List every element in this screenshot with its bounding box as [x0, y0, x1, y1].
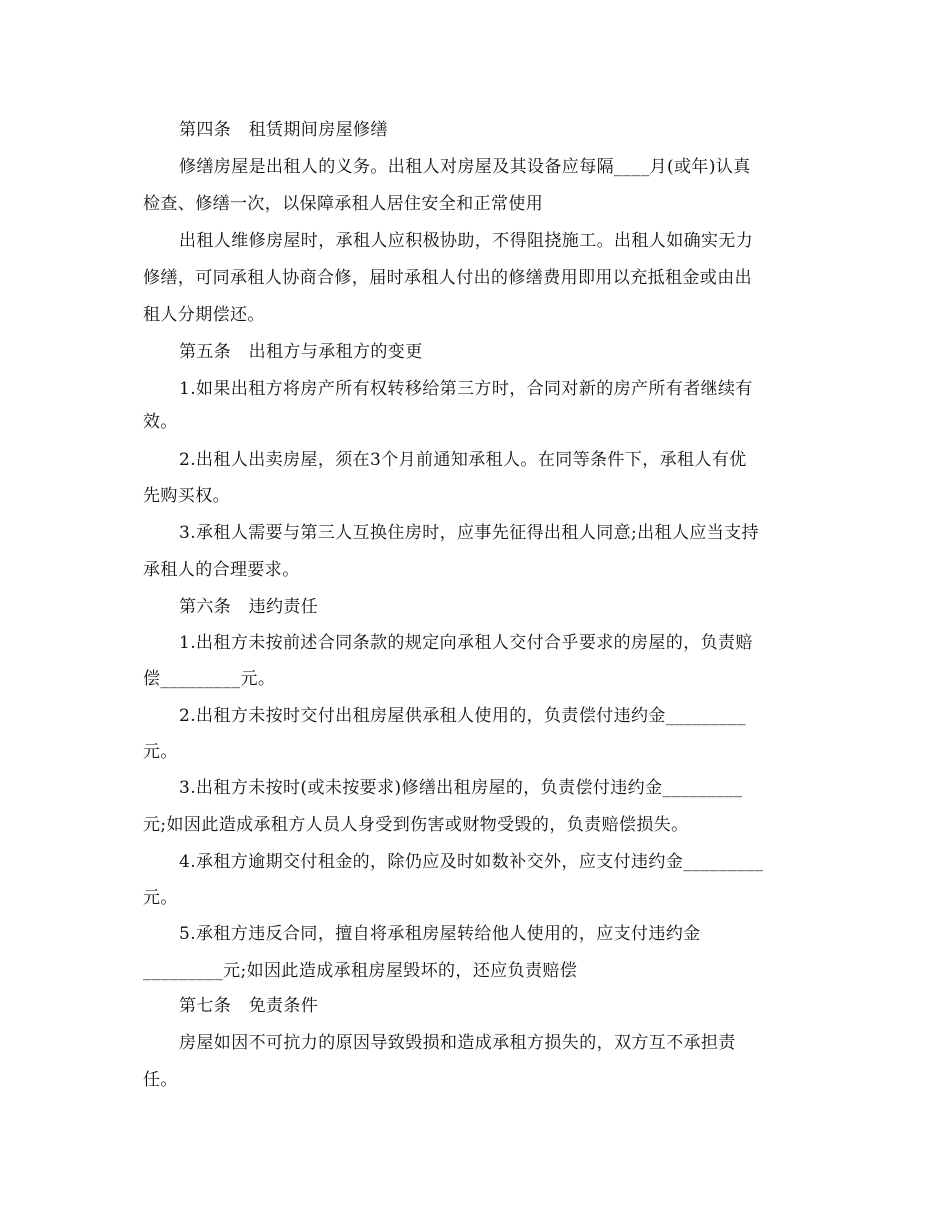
paragraph-line: 任。: [143, 1070, 178, 1090]
paragraph-line: 先购买权。: [143, 486, 230, 506]
paragraph-line: 房屋如因不可抗力的原因导致毁损和造成承租方损失的，双方互不承担责: [179, 1033, 736, 1053]
paragraph-line: 元;如因此造成承租方人员人身受到伤害或财物受毁的，负责赔偿损失。: [143, 815, 689, 835]
paragraph-line: 修缮，可同承租人协商合修，届时承租人付出的修缮费用即用以充抵租金或由出: [143, 268, 752, 288]
paragraph-line: 1.出租方未按前述合同条款的规定向承租人交付合乎要求的房屋的，负责赔: [179, 633, 753, 653]
paragraph-line: 偿_________元。: [143, 669, 276, 689]
paragraph-line: 1.如果出租方将房产所有权转移给第三方时，合同对新的房产所有者继续有: [179, 379, 753, 399]
paragraph-line: 修缮房屋是出租人的义务。出租人对房屋及其设备应每隔____月(或年)认真: [179, 157, 751, 177]
paragraph-line: 5.承租方违反合同，擅自将承租房屋转给他人使用的，应支付违约金: [179, 924, 701, 944]
section-heading-7: 第七条 免责条件: [179, 996, 319, 1016]
paragraph-line: 元。: [143, 888, 178, 908]
paragraph-line: 2.出租人出卖房屋，须在3个月前通知承租人。在同等条件下，承租人有优: [179, 450, 747, 470]
paragraph-line: 出租人维修房屋时，承租人应积极协助，不得阻挠施工。出租人如确实无力: [179, 231, 754, 251]
paragraph-line: 3.出租方未按时(或未按要求)修缮出租房屋的，负责偿付违约金_________: [179, 778, 743, 798]
paragraph-line: 4.承租方逾期交付租金的，除仍应及时如数补交外，应支付违约金_________: [179, 852, 764, 872]
paragraph-line: _________元;如因此造成承租房屋毁坏的，还应负责赔偿: [143, 961, 578, 981]
section-heading-5: 第五条 出租方与承租方的变更: [179, 342, 423, 362]
paragraph-line: 租人分期偿还。: [143, 305, 265, 325]
section-heading-6: 第六条 违约责任: [179, 597, 319, 617]
paragraph-line: 承租人的合理要求。: [143, 560, 300, 580]
paragraph-line: 3.承租人需要与第三人互换住房时，应事先征得出租人同意;出租人应当支持: [179, 523, 759, 543]
section-heading-4: 第四条 租赁期间房屋修缮: [179, 120, 388, 140]
paragraph-line: 元。: [143, 742, 178, 762]
paragraph-line: 检查、修缮一次，以保障承租人居住安全和正常使用: [143, 194, 544, 214]
paragraph-line: 2.出租方未按时交付出租房屋供承租人使用的，负责偿付违约金_________: [179, 706, 746, 726]
paragraph-line: 效。: [143, 412, 178, 432]
